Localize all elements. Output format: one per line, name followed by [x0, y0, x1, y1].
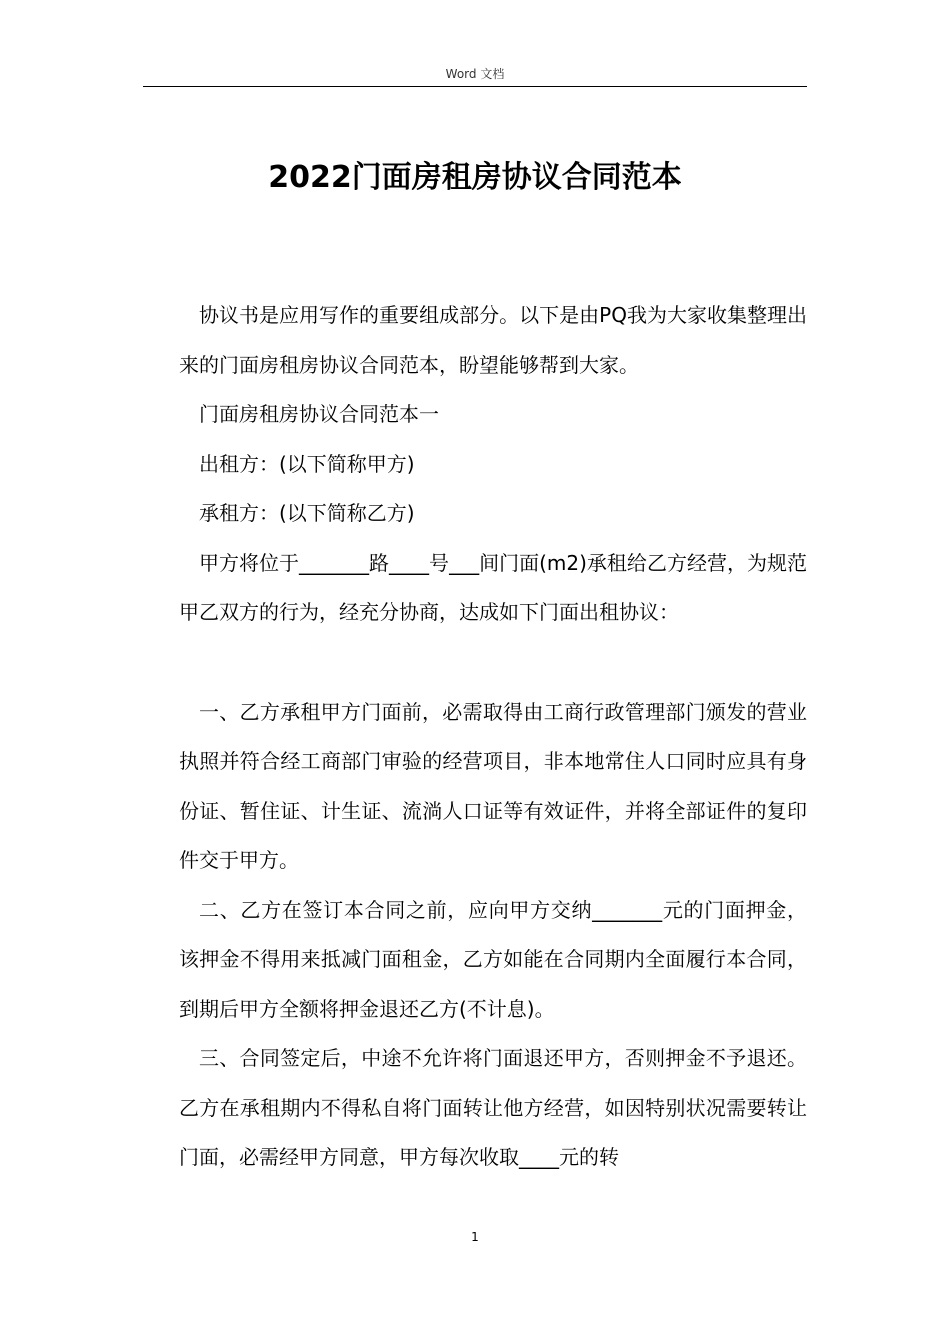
header-rule — [143, 86, 807, 87]
document-title: 2022门面房租房协议合同范本 — [268, 160, 682, 195]
clause-1: 一、乙方承租甲方门面前，必需取得由工商行政管理部门颁发的营业执照并符合经工商部门审验的经营项目，非本地常住人口同时应具有身份证、暂住证、计生证、流淌人口证等有效证件，并将全部证件的复印件交于甲方。 — [179, 699, 807, 872]
section-spacer — [179, 638, 807, 688]
contract-subtitle: 门面房租房协议合同范本一 — [199, 402, 439, 426]
lessee-line: 承租方：(以下简称乙方) — [199, 501, 415, 525]
clause-3: 三、合同签定后，中途不允许将门面退还甲方，否则押金不予退还。乙方在承租期内不得私自将门面转让他方经营，如因特别状况需要转让门面，必需经甲方同意，甲方每次收取____元的转 — [179, 1046, 807, 1169]
page-header-label: Word 文档 — [445, 67, 505, 81]
intro-paragraph: 协议书是应用写作的重要组成部分。以下是由PQ我为大家收集整理出来的门面房租房协议合同范本，盼望能够帮到大家。 — [179, 303, 807, 377]
page-number: 1 — [471, 1230, 479, 1244]
premise-paragraph: 甲方将位于_______路____号___间门面(m2)承租给乙方经营，为规范甲乙双方的行为，经充分协商，达成如下门面出租协议： — [179, 550, 807, 624]
clause-2: 二、乙方在签订本合同之前，应向甲方交纳_______元的门面押金，该押金不得用来抵减门面租金，乙方如能在合同期内全面履行本合同，到期后甲方全额将押金退还乙方(不计息)。 — [179, 897, 807, 1021]
document-body — [179, 291, 807, 1183]
lessor-line: 出租方：(以下简称甲方) — [199, 451, 415, 476]
